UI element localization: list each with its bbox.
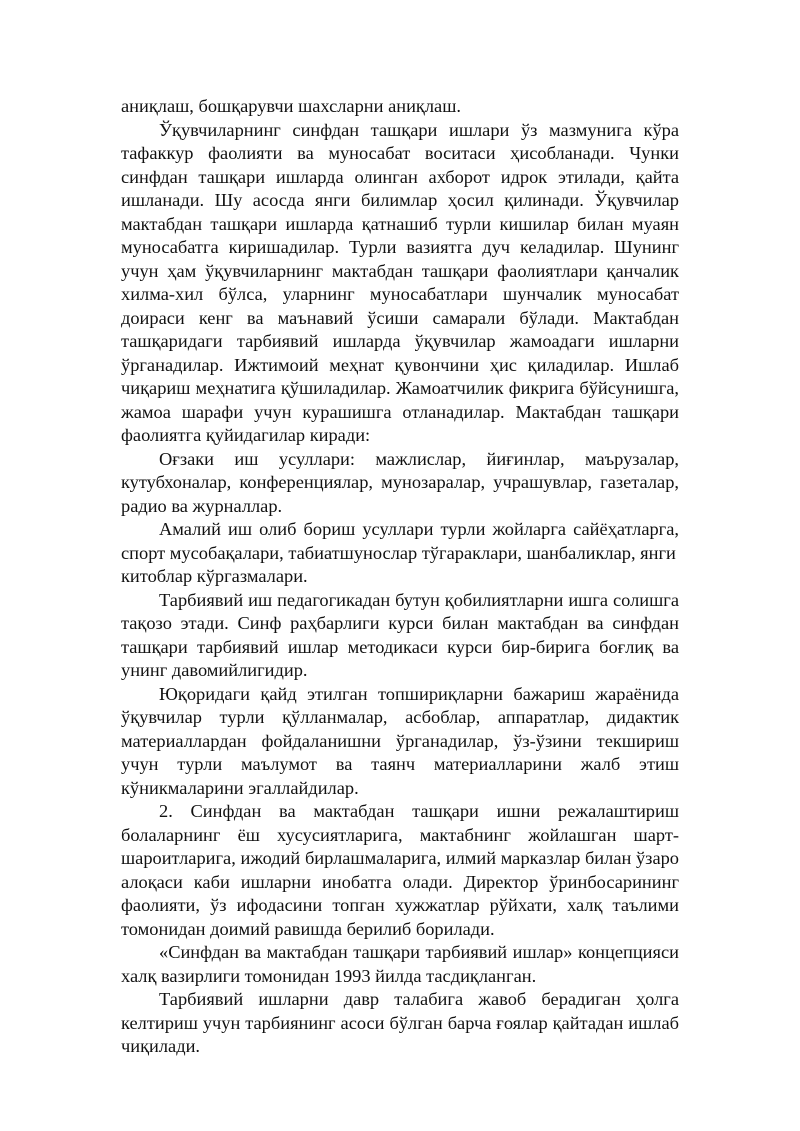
paragraph-5: китоблар кўргазмалари. [121, 566, 308, 586]
paragraph-4: Амалий иш олиб бориш усуллари турли жойларга сайёҳатларга, спорт мусобақалари, табиатшунослар тўгараклари, шанбаликлар, янги [121, 519, 679, 563]
paragraph-8: 2. Синфдан ва мактабдан ташқари ишни режалаштириш болаларнинг ёш хусусиятларига, мактабнинг жойлашган шарт-шароитларига, ижодий бирлашмаларига, илмий марказлар билан ўзаро алоқаси каби ишларни инобатга олади. Директор ўринбосарининг фаолияти, ўз ифодасини топган хужжатлар рўйхати, халқ таълими томонидан доимий равишда берилиб борилади. [121, 801, 679, 939]
paragraph-3: Оғзаки иш усуллари: мажлислар, йиғинлар, маърузалар, кутубхоналар, конференциялар, мунозаралар, учрашувлар, газеталар, радио ва журналлар. [121, 448, 679, 516]
paragraph-7: Юқоридаги қайд этилган топшириқларни бажариш жараёнида ўқувчилар турли қўлланмалар, асбоблар, аппаратлар, дидактик материаллардан фойдаланишни ўрганадилар, ўз-ўзини текшириш учун турли маълумот ва таянч материалларини жалб этиш кўникмаларини эгаллайдилар. [121, 683, 679, 798]
paragraph-10: Тарбиявий ишларни давр талабига жавоб берадиган ҳолга келтириш учун тарбиянинг асоси бўлган барча ғоялар қайтадан ишлаб чиқилади. [121, 989, 679, 1056]
paragraph-6: Тарбиявий иш педагогикадан бутун қобилиятларни ишга солишга тақозо этади. Синф раҳбарлиги курси билан мактабдан ва синфдан ташқари тарбиявий ишлар методикаси курси бир-бирига боғлиқ ва унинг давомийлигидир. [121, 589, 679, 680]
document-page [121, 95, 679, 1059]
paragraph-2: Ўқувчиларнинг синфдан ташқари ишлари ўз мазмунига кўра тафаккур фаолияти ва муносабат воситаси ҳисобланади. Чунки синфдан ташқари ишларда олинган ахборот идрок этилади, қайта ишланади. Шу асосда янги билимлар ҳосил қилинади. Ўқувчилар мактабдан ташқари ишларда қатнашиб турли кишилар билан муаян муносабатга киришадилар. Турли вазиятга дуч келадилар. Шунинг учун ҳам ўқувчиларнинг мактабдан ташқари фаолиятлари қанчалик хилма-хил бўлса, уларнинг муносабатлари шунчалик муносабат доираси кенг ва маънавий ўсиши самарали бўлади. Мактабдан ташқаридаги тарбиявий ишларда ўқувчилар жамоадаги ишларни ўрганадилар. Ижтимоий меҳнат қувончини ҳис қиладилар. Ишлаб чиқариш меҳнатига қўшиладилар. Жамоатчилик фикрига бўйсунишга, жамоа шарафи учун курашишга отланадилар. Мактабдан ташқари фаолиятга қуйидагилар киради: [121, 119, 679, 445]
paragraph-9: «Синфдан ва мактабдан ташқари тарбиявий ишлар» концепцияси халқ вазирлиги томонидан 1993 йилда тасдиқланган. [121, 942, 679, 986]
paragraph-1: аниқлаш, бошқарувчи шахсларни аниқлаш. [121, 96, 461, 116]
